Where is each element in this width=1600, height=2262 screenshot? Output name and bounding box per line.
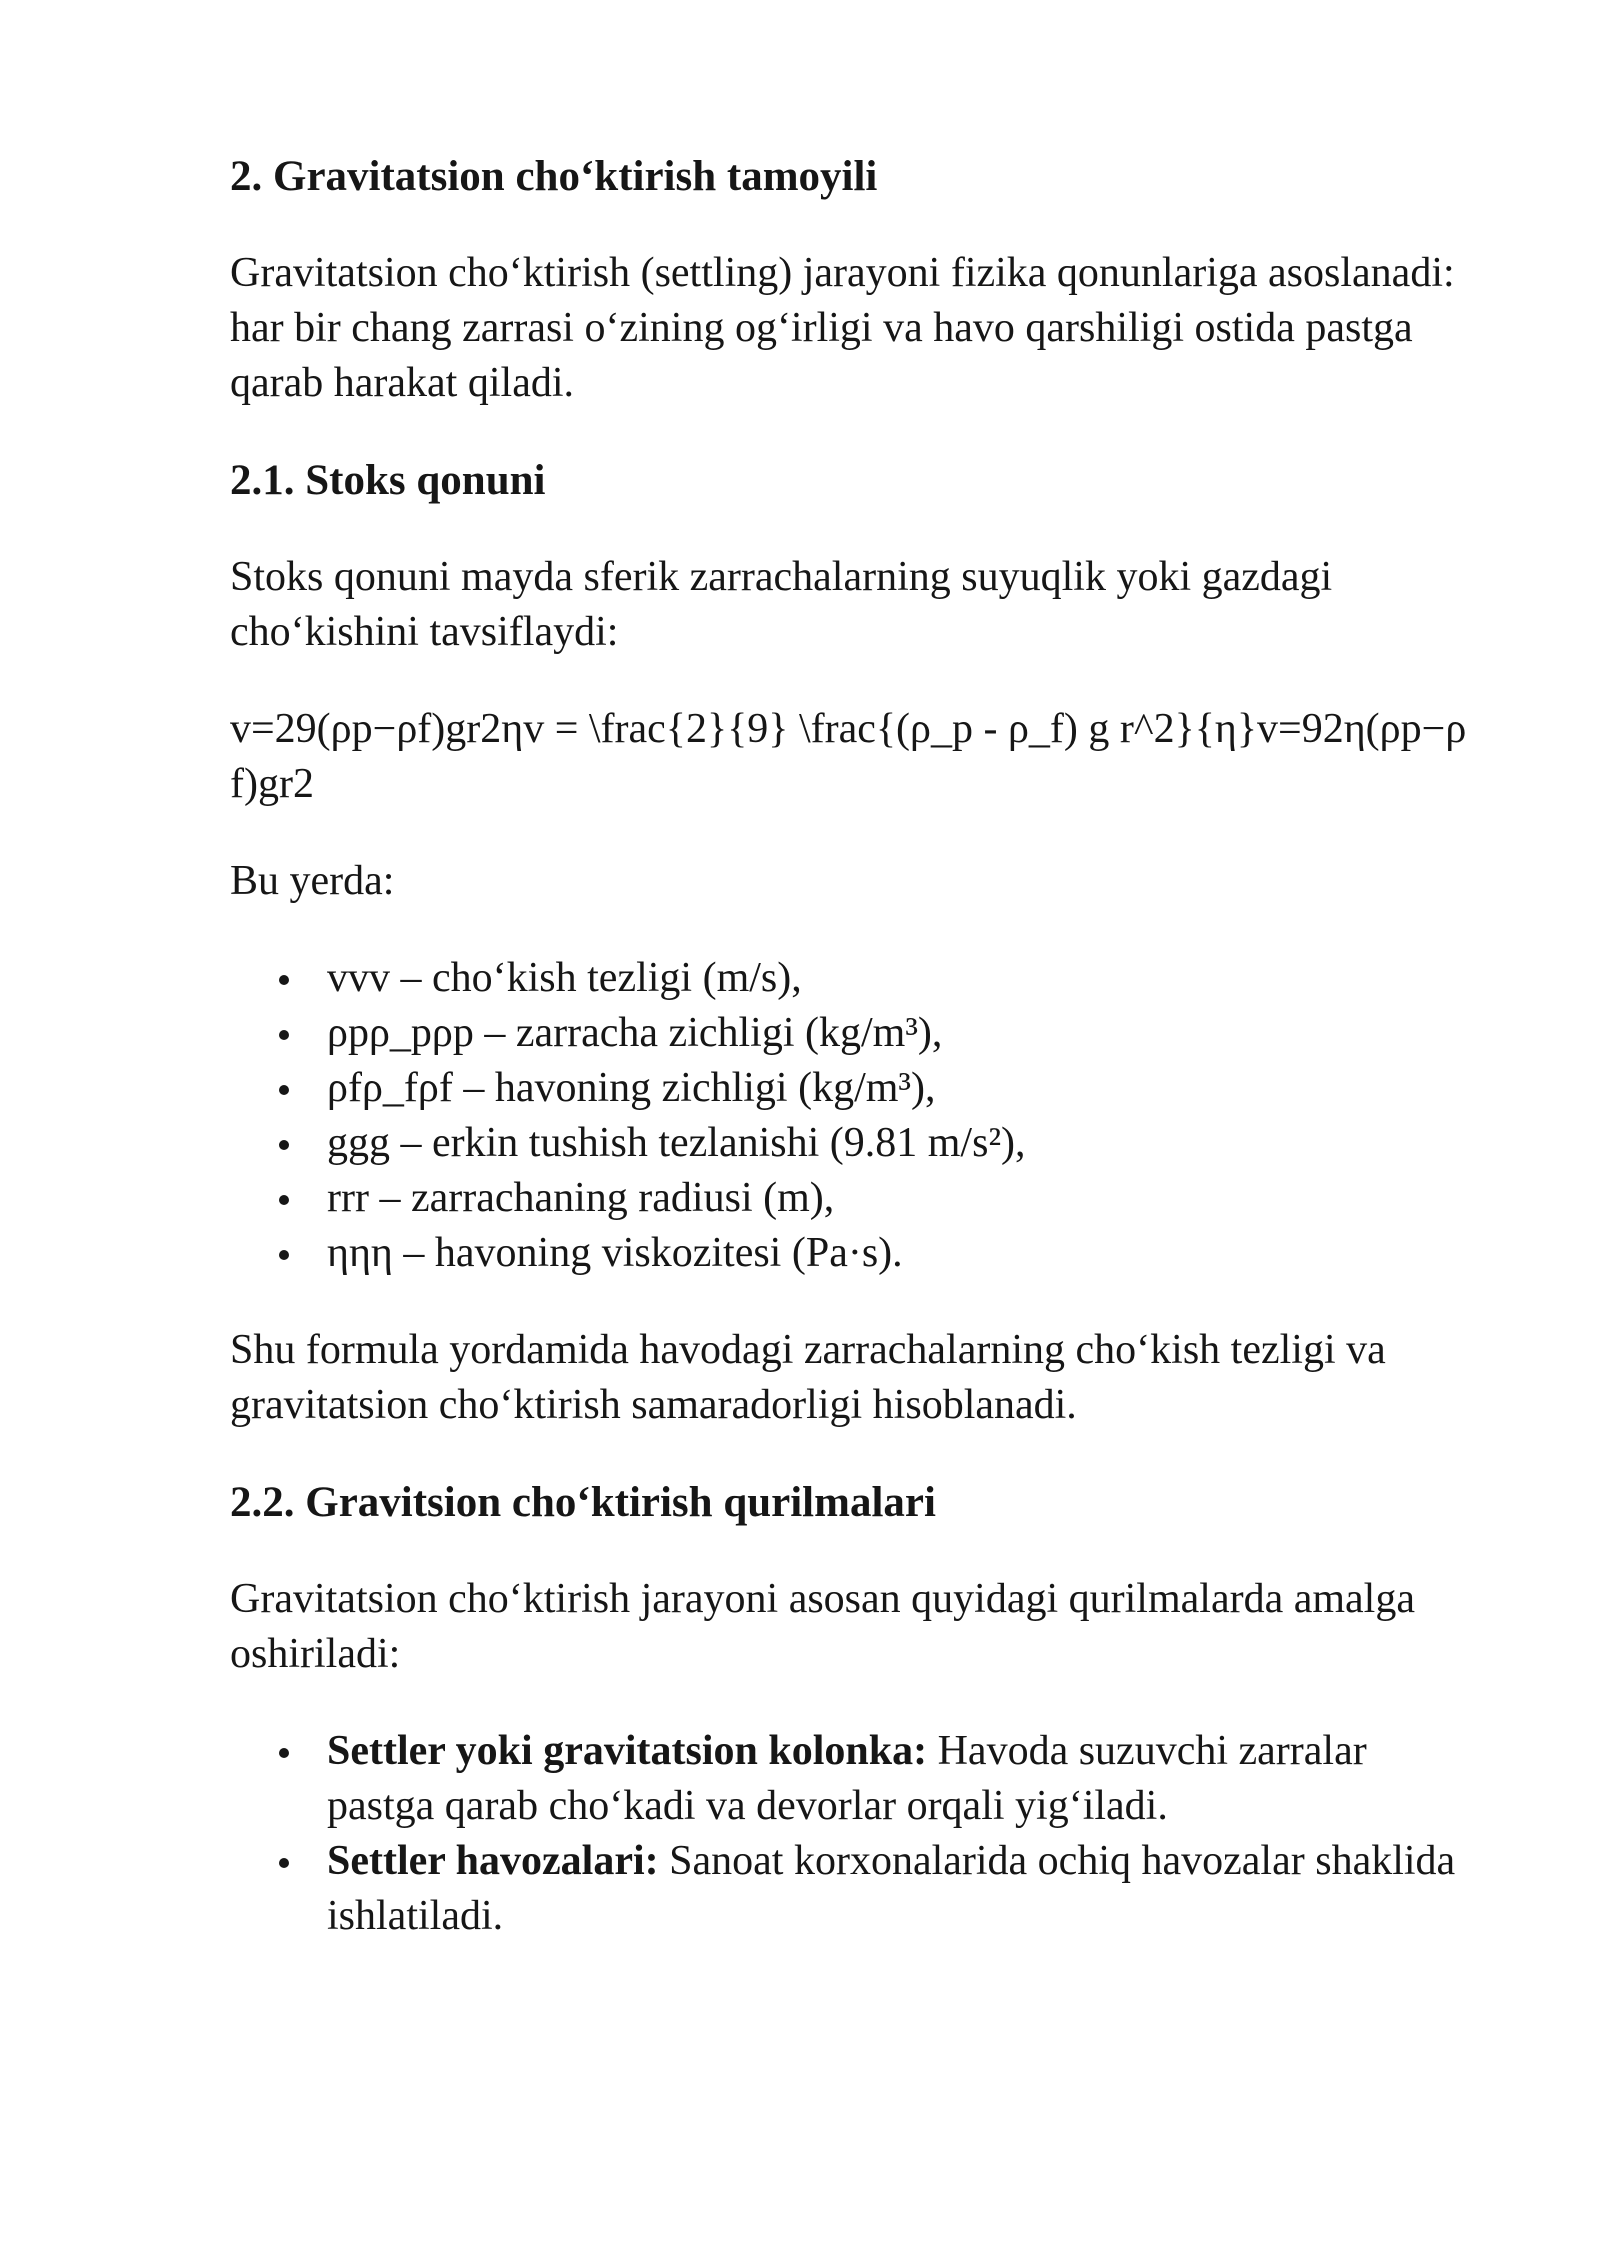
list-item [327, 1171, 1478, 1226]
variable-text: vvv – cho‘kish tezligi (m/s), [327, 955, 802, 1001]
variable-text: ρfρ_fρf – havoning zichligi (kg/m³), [327, 1065, 936, 1111]
list-item [327, 1061, 1478, 1116]
devices-intro-paragraph: Gravitatsion cho‘ktirish jarayoni asosan quyidagi qurilmalarda amalga oshiriladi: [230, 1576, 1415, 1677]
list-item [327, 1006, 1478, 1061]
variable-text: ηηη – havoning viskozitesi (Pa·s). [327, 1230, 903, 1276]
list-item [327, 951, 1478, 1006]
device-term: Settler havozalari: [327, 1838, 659, 1884]
stokes-summary-paragraph: Shu formula yordamida havodagi zarrachalarning cho‘kish tezligi va gravitatsion cho‘ktirish samaradorligi hisoblanadi. [230, 1327, 1386, 1428]
stokes-law-paragraph: Stoks qonuni mayda sferik zarrachalarning suyuqlik yoki gazdagi cho‘kishini tavsiflaydi: [230, 554, 1333, 655]
section-2-heading: 2. Gravitatsion cho‘ktirish tamoyili [230, 153, 878, 200]
section-2-intro-paragraph: Gravitatsion cho‘ktirish (settling) jarayoni fizika qonunlariga asoslanadi: har bir chang zarrasi o‘zining og‘irligi va havo qarshiligi ostida pastga qarab harakat qiladi. [230, 250, 1455, 406]
list-item [327, 1116, 1478, 1171]
device-term: Settler yoki gravitatsion kolonka: [327, 1728, 928, 1774]
section-2-2-heading: 2.2. Gravitsion cho‘ktirish qurilmalari [230, 1479, 936, 1526]
variable-text: ρpρ_pρp – zarracha zichligi (kg/m³), [327, 1010, 943, 1056]
bullet-icon [279, 1195, 289, 1205]
bullet-icon [279, 975, 289, 985]
where-label: Bu yerda: [230, 858, 395, 904]
list-item [327, 1226, 1478, 1281]
section-2-1-heading: 2.1. Stoks qonuni [230, 457, 546, 504]
bullet-icon [279, 1748, 289, 1758]
bullet-icon [279, 1030, 289, 1040]
list-item [327, 1834, 1478, 1944]
bullet-icon [279, 1085, 289, 1095]
bullet-icon [279, 1858, 289, 1868]
stokes-formula: v=29(ρp−ρf)gr2ηv = \frac{2}{9} \frac{(ρ_p - ρ_f) g r^2}{η}v=92η(ρp−ρf)gr2 [230, 706, 1467, 807]
list-item [327, 1724, 1478, 1834]
devices-list [230, 1724, 1478, 1944]
bullet-icon [279, 1140, 289, 1150]
bullet-icon [279, 1250, 289, 1260]
variable-text: rrr – zarrachaning radiusi (m), [327, 1175, 835, 1221]
device-description: Sanoat korxonalarida ochiq havozalar shaklida ishlatiladi. [327, 1838, 1456, 1939]
variables-list [230, 951, 1478, 1281]
device-description: Havoda suzuvchi zarralar pastga qarab cho‘kadi va devorlar orqali yig‘iladi. [327, 1728, 1367, 1829]
variable-text: ggg – erkin tushish tezlanishi (9.81 m/s²), [327, 1120, 1026, 1166]
